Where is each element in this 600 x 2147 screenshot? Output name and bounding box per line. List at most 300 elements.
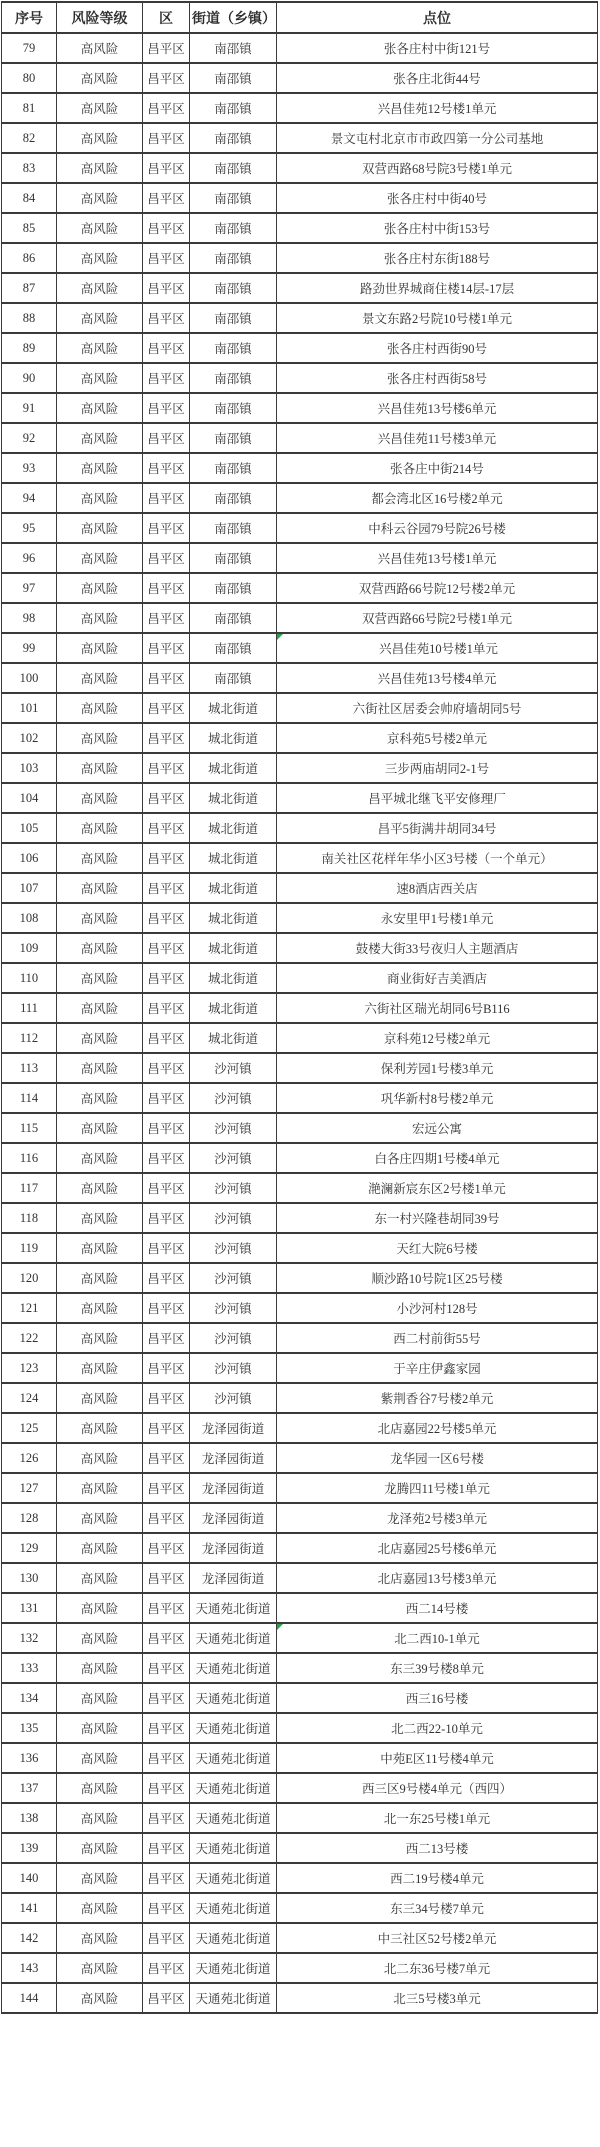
street-cell: 南邵镇 bbox=[190, 93, 277, 123]
risk-level-cell: 高风险 bbox=[57, 1353, 143, 1383]
table-row bbox=[2, 633, 598, 663]
row-number-cell: 140 bbox=[2, 1863, 57, 1893]
table-row bbox=[2, 1443, 598, 1473]
risk-level-cell: 高风险 bbox=[57, 753, 143, 783]
district-cell: 昌平区 bbox=[143, 843, 190, 873]
location-cell: 张各庄中街214号 bbox=[277, 453, 598, 483]
table-row bbox=[2, 333, 598, 363]
table-row bbox=[2, 1743, 598, 1773]
cell-flag-triangle-icon bbox=[277, 1624, 283, 1630]
street-cell: 南邵镇 bbox=[190, 303, 277, 333]
district-cell: 昌平区 bbox=[143, 333, 190, 363]
location-cell: 京科苑5号楼2单元 bbox=[277, 723, 598, 753]
location-cell: 张各庄村西街90号 bbox=[277, 333, 598, 363]
risk-level-cell: 高风险 bbox=[57, 303, 143, 333]
row-number-cell: 129 bbox=[2, 1533, 57, 1563]
location-cell: 北店嘉园22号楼5单元 bbox=[277, 1413, 598, 1443]
location-cell: 三步两庙胡同2-1号 bbox=[277, 753, 598, 783]
district-cell: 昌平区 bbox=[143, 1053, 190, 1083]
location-cell: 景文屯村北京市市政四第一分公司基地 bbox=[277, 123, 598, 153]
risk-level-cell: 高风险 bbox=[57, 1593, 143, 1623]
risk-level-cell: 高风险 bbox=[57, 1563, 143, 1593]
location-cell: 白各庄四期1号楼4单元 bbox=[277, 1143, 598, 1173]
street-cell: 天通苑北街道 bbox=[190, 1893, 277, 1923]
row-number-cell: 102 bbox=[2, 723, 57, 753]
table-row bbox=[2, 423, 598, 453]
street-cell: 沙河镇 bbox=[190, 1053, 277, 1083]
row-number-cell: 91 bbox=[2, 393, 57, 423]
location-cell: 北店嘉园13号楼3单元 bbox=[277, 1563, 598, 1593]
location-cell: 保利芳园1号楼3单元 bbox=[277, 1053, 598, 1083]
row-number-cell: 85 bbox=[2, 213, 57, 243]
location-cell: 紫荆香谷7号楼2单元 bbox=[277, 1383, 598, 1413]
risk-level-cell: 高风险 bbox=[57, 1863, 143, 1893]
table-row bbox=[2, 843, 598, 873]
location-cell: 于辛庄伊鑫家园 bbox=[277, 1353, 598, 1383]
location-cell: 兴昌佳苑13号楼4单元 bbox=[277, 663, 598, 693]
district-cell: 昌平区 bbox=[143, 303, 190, 333]
street-cell: 城北街道 bbox=[190, 843, 277, 873]
district-cell: 昌平区 bbox=[143, 1653, 190, 1683]
district-cell: 昌平区 bbox=[143, 1953, 190, 1983]
table-body bbox=[2, 33, 598, 2013]
district-cell: 昌平区 bbox=[143, 873, 190, 903]
row-number-cell: 138 bbox=[2, 1803, 57, 1833]
street-cell: 南邵镇 bbox=[190, 513, 277, 543]
table-row bbox=[2, 1053, 598, 1083]
risk-level-cell: 高风险 bbox=[57, 1503, 143, 1533]
risk-level-cell: 高风险 bbox=[57, 1083, 143, 1113]
table-row bbox=[2, 693, 598, 723]
row-number-cell: 143 bbox=[2, 1953, 57, 1983]
street-cell: 龙泽园街道 bbox=[190, 1503, 277, 1533]
table-row bbox=[2, 363, 598, 393]
row-number-cell: 121 bbox=[2, 1293, 57, 1323]
table-row bbox=[2, 513, 598, 543]
district-cell: 昌平区 bbox=[143, 183, 190, 213]
district-cell: 昌平区 bbox=[143, 1083, 190, 1113]
risk-level-cell: 高风险 bbox=[57, 993, 143, 1023]
table-row bbox=[2, 213, 598, 243]
street-cell: 龙泽园街道 bbox=[190, 1443, 277, 1473]
table-row bbox=[2, 1023, 598, 1053]
location-cell: 六街社区瑞光胡同6号B116 bbox=[277, 993, 598, 1023]
location-cell: 张各庄村中街121号 bbox=[277, 33, 598, 63]
table-row bbox=[2, 993, 598, 1023]
district-cell: 昌平区 bbox=[143, 1983, 190, 2013]
district-cell: 昌平区 bbox=[143, 1473, 190, 1503]
risk-level-cell: 高风险 bbox=[57, 1683, 143, 1713]
row-number-cell: 92 bbox=[2, 423, 57, 453]
street-cell: 南邵镇 bbox=[190, 603, 277, 633]
district-cell: 昌平区 bbox=[143, 1383, 190, 1413]
street-cell: 南邵镇 bbox=[190, 63, 277, 93]
location-cell: 张各庄村东街188号 bbox=[277, 243, 598, 273]
risk-level-cell: 高风险 bbox=[57, 1983, 143, 2013]
location-cell: 南关社区花样年华小区3号楼（一个单元） bbox=[277, 843, 598, 873]
risk-level-cell: 高风险 bbox=[57, 1143, 143, 1173]
location-cell: 西二19号楼4单元 bbox=[277, 1863, 598, 1893]
district-cell: 昌平区 bbox=[143, 153, 190, 183]
table-row bbox=[2, 1503, 598, 1533]
risk-level-cell: 高风险 bbox=[57, 1113, 143, 1143]
location-cell: 北一东25号楼1单元 bbox=[277, 1803, 598, 1833]
street-cell: 沙河镇 bbox=[190, 1323, 277, 1353]
risk-level-cell: 高风险 bbox=[57, 1323, 143, 1353]
street-cell: 南邵镇 bbox=[190, 573, 277, 603]
street-cell: 天通苑北街道 bbox=[190, 1593, 277, 1623]
district-cell: 昌平区 bbox=[143, 243, 190, 273]
row-number-cell: 100 bbox=[2, 663, 57, 693]
row-number-cell: 131 bbox=[2, 1593, 57, 1623]
street-cell: 南邵镇 bbox=[190, 33, 277, 63]
street-cell: 天通苑北街道 bbox=[190, 1983, 277, 2013]
street-cell: 南邵镇 bbox=[190, 333, 277, 363]
street-cell: 南邵镇 bbox=[190, 543, 277, 573]
street-cell: 沙河镇 bbox=[190, 1113, 277, 1143]
table-row bbox=[2, 1233, 598, 1263]
row-number-cell: 118 bbox=[2, 1203, 57, 1233]
table-row bbox=[2, 963, 598, 993]
row-number-cell: 87 bbox=[2, 273, 57, 303]
street-cell: 南邵镇 bbox=[190, 273, 277, 303]
row-number-cell: 95 bbox=[2, 513, 57, 543]
risk-level-cell: 高风险 bbox=[57, 1803, 143, 1833]
row-number-cell: 99 bbox=[2, 633, 57, 663]
row-number-cell: 79 bbox=[2, 33, 57, 63]
location-cell: 昌平城北继飞平安修理厂 bbox=[277, 783, 598, 813]
street-cell: 龙泽园街道 bbox=[190, 1533, 277, 1563]
row-number-cell: 109 bbox=[2, 933, 57, 963]
location-cell: 龙泽苑2号楼3单元 bbox=[277, 1503, 598, 1533]
district-cell: 昌平区 bbox=[143, 1833, 190, 1863]
risk-level-cell: 高风险 bbox=[57, 543, 143, 573]
district-cell: 昌平区 bbox=[143, 1413, 190, 1443]
location-cell: 龙华园一区6号楼 bbox=[277, 1443, 598, 1473]
district-cell: 昌平区 bbox=[143, 1623, 190, 1653]
risk-level-cell: 高风险 bbox=[57, 453, 143, 483]
table-row bbox=[2, 573, 598, 603]
table-row bbox=[2, 1623, 598, 1653]
row-number-cell: 126 bbox=[2, 1443, 57, 1473]
risk-level-cell: 高风险 bbox=[57, 573, 143, 603]
table-row bbox=[2, 393, 598, 423]
row-number-cell: 115 bbox=[2, 1113, 57, 1143]
district-cell: 昌平区 bbox=[143, 1533, 190, 1563]
risk-level-cell: 高风险 bbox=[57, 1443, 143, 1473]
location-cell: 东三34号楼7单元 bbox=[277, 1893, 598, 1923]
district-cell: 昌平区 bbox=[143, 123, 190, 153]
row-number-cell: 93 bbox=[2, 453, 57, 483]
table-row bbox=[2, 933, 598, 963]
street-cell: 城北街道 bbox=[190, 783, 277, 813]
risk-level-cell: 高风险 bbox=[57, 1773, 143, 1803]
street-cell: 城北街道 bbox=[190, 813, 277, 843]
row-number-cell: 128 bbox=[2, 1503, 57, 1533]
table-row bbox=[2, 1263, 598, 1293]
location-cell: 顺沙路10号院1区25号楼 bbox=[277, 1263, 598, 1293]
row-number-cell: 101 bbox=[2, 693, 57, 723]
row-number-cell: 104 bbox=[2, 783, 57, 813]
street-cell: 龙泽园街道 bbox=[190, 1413, 277, 1443]
district-cell: 昌平区 bbox=[143, 1143, 190, 1173]
row-number-cell: 96 bbox=[2, 543, 57, 573]
location-cell: 昌平5街满井胡同34号 bbox=[277, 813, 598, 843]
row-number-cell: 106 bbox=[2, 843, 57, 873]
district-cell: 昌平区 bbox=[143, 1773, 190, 1803]
street-cell: 城北街道 bbox=[190, 873, 277, 903]
risk-level-cell: 高风险 bbox=[57, 93, 143, 123]
location-cell: 双营西路66号院12号楼2单元 bbox=[277, 573, 598, 603]
row-number-cell: 83 bbox=[2, 153, 57, 183]
district-cell: 昌平区 bbox=[143, 993, 190, 1023]
district-cell: 昌平区 bbox=[143, 1203, 190, 1233]
district-cell: 昌平区 bbox=[143, 393, 190, 423]
row-number-cell: 113 bbox=[2, 1053, 57, 1083]
table-row bbox=[2, 63, 598, 93]
row-number-cell: 114 bbox=[2, 1083, 57, 1113]
street-cell: 南邵镇 bbox=[190, 363, 277, 393]
street-cell: 南邵镇 bbox=[190, 213, 277, 243]
table-row bbox=[2, 603, 598, 633]
district-cell: 昌平区 bbox=[143, 63, 190, 93]
table-row bbox=[2, 33, 598, 63]
table-row bbox=[2, 1713, 598, 1743]
street-cell: 沙河镇 bbox=[190, 1143, 277, 1173]
risk-level-cell: 高风险 bbox=[57, 1923, 143, 1953]
row-number-cell: 110 bbox=[2, 963, 57, 993]
location-cell: 西二村前街55号 bbox=[277, 1323, 598, 1353]
street-cell: 天通苑北街道 bbox=[190, 1863, 277, 1893]
location-cell: 龙腾四11号楼1单元 bbox=[277, 1473, 598, 1503]
risk-level-cell: 高风险 bbox=[57, 1053, 143, 1083]
location-cell: 兴昌佳苑13号楼6单元 bbox=[277, 393, 598, 423]
risk-level-cell: 高风险 bbox=[57, 633, 143, 663]
street-cell: 天通苑北街道 bbox=[190, 1923, 277, 1953]
street-cell: 天通苑北街道 bbox=[190, 1773, 277, 1803]
location-cell: 永安里甲1号楼1单元 bbox=[277, 903, 598, 933]
row-number-cell: 132 bbox=[2, 1623, 57, 1653]
row-number-cell: 116 bbox=[2, 1143, 57, 1173]
district-cell: 昌平区 bbox=[143, 213, 190, 243]
row-number-cell: 117 bbox=[2, 1173, 57, 1203]
risk-level-cell: 高风险 bbox=[57, 153, 143, 183]
district-cell: 昌平区 bbox=[143, 543, 190, 573]
district-cell: 昌平区 bbox=[143, 723, 190, 753]
risk-level-cell: 高风险 bbox=[57, 1953, 143, 1983]
row-number-cell: 94 bbox=[2, 483, 57, 513]
table-row bbox=[2, 1863, 598, 1893]
risk-level-cell: 高风险 bbox=[57, 213, 143, 243]
risk-level-cell: 高风险 bbox=[57, 903, 143, 933]
district-cell: 昌平区 bbox=[143, 633, 190, 663]
district-cell: 昌平区 bbox=[143, 903, 190, 933]
location-cell: 六街社区居委会帅府墙胡同5号 bbox=[277, 693, 598, 723]
table-row bbox=[2, 1803, 598, 1833]
location-cell: 巩华新村8号楼2单元 bbox=[277, 1083, 598, 1113]
risk-level-cell: 高风险 bbox=[57, 693, 143, 723]
location-cell: 北店嘉园25号楼6单元 bbox=[277, 1533, 598, 1563]
header-risk-level: 风险等级 bbox=[57, 2, 143, 33]
row-number-cell: 139 bbox=[2, 1833, 57, 1863]
location-cell: 西二14号楼 bbox=[277, 1593, 598, 1623]
row-number-cell: 127 bbox=[2, 1473, 57, 1503]
table-row bbox=[2, 243, 598, 273]
risk-level-cell: 高风险 bbox=[57, 813, 143, 843]
street-cell: 南邵镇 bbox=[190, 123, 277, 153]
risk-level-cell: 高风险 bbox=[57, 723, 143, 753]
street-cell: 南邵镇 bbox=[190, 453, 277, 483]
street-cell: 天通苑北街道 bbox=[190, 1713, 277, 1743]
row-number-cell: 123 bbox=[2, 1353, 57, 1383]
district-cell: 昌平区 bbox=[143, 513, 190, 543]
district-cell: 昌平区 bbox=[143, 423, 190, 453]
district-cell: 昌平区 bbox=[143, 1923, 190, 1953]
row-number-cell: 81 bbox=[2, 93, 57, 123]
row-number-cell: 103 bbox=[2, 753, 57, 783]
street-cell: 南邵镇 bbox=[190, 423, 277, 453]
row-number-cell: 119 bbox=[2, 1233, 57, 1263]
district-cell: 昌平区 bbox=[143, 1863, 190, 1893]
street-cell: 龙泽园街道 bbox=[190, 1563, 277, 1593]
district-cell: 昌平区 bbox=[143, 573, 190, 603]
district-cell: 昌平区 bbox=[143, 933, 190, 963]
row-number-cell: 89 bbox=[2, 333, 57, 363]
street-cell: 城北街道 bbox=[190, 1023, 277, 1053]
risk-level-cell: 高风险 bbox=[57, 933, 143, 963]
risk-area-table bbox=[1, 1, 598, 2014]
row-number-cell: 98 bbox=[2, 603, 57, 633]
district-cell: 昌平区 bbox=[143, 33, 190, 63]
location-cell: 中科云谷园79号院26号楼 bbox=[277, 513, 598, 543]
table-row bbox=[2, 1413, 598, 1443]
location-cell: 都会湾北区16号楼2单元 bbox=[277, 483, 598, 513]
row-number-cell: 107 bbox=[2, 873, 57, 903]
table-row bbox=[2, 453, 598, 483]
street-cell: 天通苑北街道 bbox=[190, 1683, 277, 1713]
district-cell: 昌平区 bbox=[143, 1263, 190, 1293]
risk-level-cell: 高风险 bbox=[57, 1203, 143, 1233]
district-cell: 昌平区 bbox=[143, 1503, 190, 1533]
risk-level-cell: 高风险 bbox=[57, 1893, 143, 1923]
district-cell: 昌平区 bbox=[143, 813, 190, 843]
risk-level-cell: 高风险 bbox=[57, 1383, 143, 1413]
street-cell: 南邵镇 bbox=[190, 663, 277, 693]
street-cell: 沙河镇 bbox=[190, 1293, 277, 1323]
row-number-cell: 90 bbox=[2, 363, 57, 393]
table-row bbox=[2, 1533, 598, 1563]
table-row bbox=[2, 153, 598, 183]
risk-level-cell: 高风险 bbox=[57, 1023, 143, 1053]
table-row bbox=[2, 183, 598, 213]
row-number-cell: 137 bbox=[2, 1773, 57, 1803]
risk-level-cell: 高风险 bbox=[57, 1743, 143, 1773]
location-cell: 速8酒店西关店 bbox=[277, 873, 598, 903]
location-cell: 张各庄村中街40号 bbox=[277, 183, 598, 213]
row-number-cell: 141 bbox=[2, 1893, 57, 1923]
district-cell: 昌平区 bbox=[143, 1743, 190, 1773]
district-cell: 昌平区 bbox=[143, 93, 190, 123]
location-cell: 双营西路68号院3号楼1单元 bbox=[277, 153, 598, 183]
location-cell: 北二西10-1单元 bbox=[277, 1623, 598, 1653]
district-cell: 昌平区 bbox=[143, 453, 190, 483]
table-row bbox=[2, 1083, 598, 1113]
location-cell: 鼓楼大街33号夜归人主题酒店 bbox=[277, 933, 598, 963]
location-cell: 张各庄村中街153号 bbox=[277, 213, 598, 243]
table-row bbox=[2, 1953, 598, 1983]
header-serial-number: 序号 bbox=[2, 2, 57, 33]
street-cell: 南邵镇 bbox=[190, 243, 277, 273]
row-number-cell: 120 bbox=[2, 1263, 57, 1293]
row-number-cell: 133 bbox=[2, 1653, 57, 1683]
table-row bbox=[2, 1773, 598, 1803]
risk-level-cell: 高风险 bbox=[57, 1623, 143, 1653]
location-cell: 中三社区52号楼2单元 bbox=[277, 1923, 598, 1953]
row-number-cell: 105 bbox=[2, 813, 57, 843]
table-row bbox=[2, 1893, 598, 1923]
risk-level-cell: 高风险 bbox=[57, 843, 143, 873]
location-cell: 景文东路2号院10号楼1单元 bbox=[277, 303, 598, 333]
district-cell: 昌平区 bbox=[143, 1113, 190, 1143]
district-cell: 昌平区 bbox=[143, 1593, 190, 1623]
street-cell: 城北街道 bbox=[190, 693, 277, 723]
location-cell: 兴昌佳苑10号楼1单元 bbox=[277, 633, 598, 663]
location-cell: 兴昌佳苑12号楼1单元 bbox=[277, 93, 598, 123]
street-cell: 城北街道 bbox=[190, 963, 277, 993]
street-cell: 天通苑北街道 bbox=[190, 1623, 277, 1653]
street-cell: 沙河镇 bbox=[190, 1263, 277, 1293]
table-row bbox=[2, 1473, 598, 1503]
risk-level-cell: 高风险 bbox=[57, 243, 143, 273]
location-cell: 张各庄村西街58号 bbox=[277, 363, 598, 393]
header-row bbox=[2, 2, 598, 33]
row-number-cell: 144 bbox=[2, 1983, 57, 2013]
table-row bbox=[2, 783, 598, 813]
location-cell: 宏远公寓 bbox=[277, 1113, 598, 1143]
table-row bbox=[2, 663, 598, 693]
street-cell: 城北街道 bbox=[190, 993, 277, 1023]
district-cell: 昌平区 bbox=[143, 1353, 190, 1383]
row-number-cell: 84 bbox=[2, 183, 57, 213]
street-cell: 天通苑北街道 bbox=[190, 1833, 277, 1863]
table-row bbox=[2, 1683, 598, 1713]
risk-level-cell: 高风险 bbox=[57, 423, 143, 453]
risk-level-cell: 高风险 bbox=[57, 1263, 143, 1293]
location-cell: 张各庄北街44号 bbox=[277, 63, 598, 93]
risk-level-cell: 高风险 bbox=[57, 33, 143, 63]
district-cell: 昌平区 bbox=[143, 1023, 190, 1053]
street-cell: 城北街道 bbox=[190, 933, 277, 963]
location-cell: 商业街好吉美酒店 bbox=[277, 963, 598, 993]
table-row bbox=[2, 813, 598, 843]
row-number-cell: 124 bbox=[2, 1383, 57, 1413]
street-cell: 沙河镇 bbox=[190, 1233, 277, 1263]
risk-level-cell: 高风险 bbox=[57, 393, 143, 423]
table-row bbox=[2, 1833, 598, 1863]
district-cell: 昌平区 bbox=[143, 1803, 190, 1833]
district-cell: 昌平区 bbox=[143, 1443, 190, 1473]
row-number-cell: 88 bbox=[2, 303, 57, 333]
street-cell: 天通苑北街道 bbox=[190, 1743, 277, 1773]
table-row bbox=[2, 483, 598, 513]
risk-level-cell: 高风险 bbox=[57, 1233, 143, 1263]
street-cell: 天通苑北街道 bbox=[190, 1653, 277, 1683]
table-row bbox=[2, 303, 598, 333]
location-cell: 北二东36号楼7单元 bbox=[277, 1953, 598, 1983]
risk-level-cell: 高风险 bbox=[57, 1713, 143, 1743]
district-cell: 昌平区 bbox=[143, 363, 190, 393]
district-cell: 昌平区 bbox=[143, 1173, 190, 1203]
